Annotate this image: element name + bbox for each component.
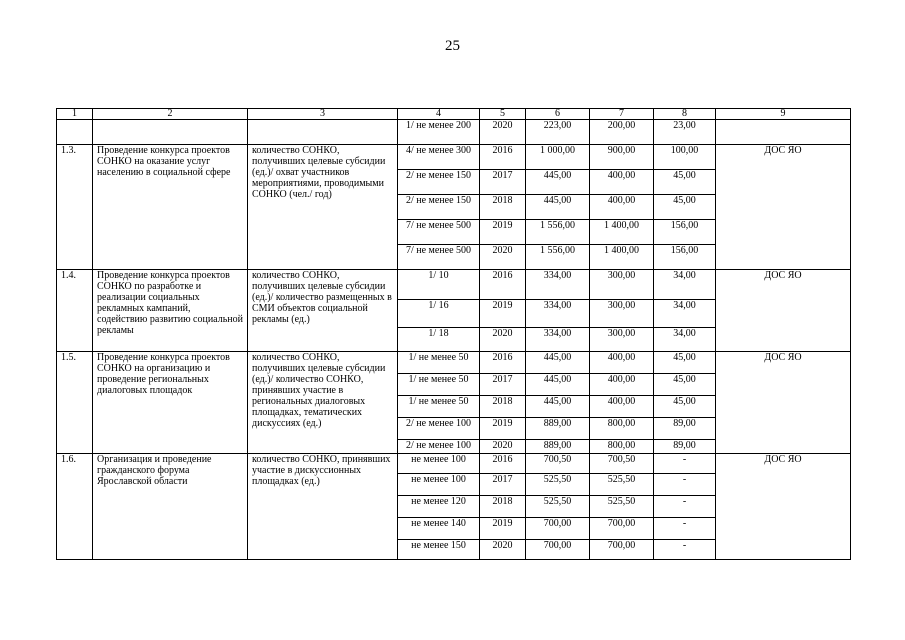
- year: 2020: [480, 120, 526, 145]
- regional-amount: 700,00: [590, 540, 654, 560]
- total-amount: 445,00: [526, 170, 590, 195]
- other-amount: 156,00: [654, 245, 716, 270]
- total-amount: 445,00: [526, 195, 590, 220]
- empty-cell: [57, 120, 93, 145]
- other-amount: 89,00: [654, 418, 716, 440]
- regional-amount: 900,00: [590, 145, 654, 170]
- total-amount: 1 556,00: [526, 220, 590, 245]
- regional-amount: 525,50: [590, 474, 654, 496]
- target-value: 2/ не менее 100: [398, 418, 480, 440]
- year: 2017: [480, 374, 526, 396]
- regional-amount: 400,00: [590, 396, 654, 418]
- other-amount: 34,00: [654, 300, 716, 328]
- target-value: не менее 140: [398, 518, 480, 540]
- other-amount: 45,00: [654, 374, 716, 396]
- target-value: 1/ 18: [398, 328, 480, 352]
- target-value: 7/ не менее 500: [398, 220, 480, 245]
- target-value: 1/ не менее 200: [398, 120, 480, 145]
- target-value: 1/ 10: [398, 270, 480, 300]
- year: 2018: [480, 396, 526, 418]
- target-value: не менее 120: [398, 496, 480, 518]
- target-value: 2/ не менее 150: [398, 170, 480, 195]
- empty-cell: [248, 120, 398, 145]
- total-amount: 700,00: [526, 540, 590, 560]
- item-number: 1.6.: [57, 454, 93, 560]
- other-amount: 100,00: [654, 145, 716, 170]
- table-row: [57, 145, 851, 170]
- target-value: 1/ не менее 50: [398, 352, 480, 374]
- target-value: 2/ не менее 100: [398, 440, 480, 454]
- col-header: 2: [93, 109, 248, 120]
- other-amount: 45,00: [654, 396, 716, 418]
- total-amount: 700,50: [526, 454, 590, 474]
- total-amount: 334,00: [526, 270, 590, 300]
- other-amount: -: [654, 474, 716, 496]
- year: 2020: [480, 440, 526, 454]
- year: 2017: [480, 474, 526, 496]
- table-row: [57, 454, 851, 474]
- regional-amount: 700,50: [590, 454, 654, 474]
- other-amount: 34,00: [654, 270, 716, 300]
- activity-name: Проведение конкурса проектов СОНКО по разработке и реализации социальных рекламных кампаний, содействию развитию социальной рекламы: [93, 270, 248, 352]
- year: 2016: [480, 454, 526, 474]
- col-header: 1: [57, 109, 93, 120]
- col-header: 7: [590, 109, 654, 120]
- total-amount: 525,50: [526, 496, 590, 518]
- total-amount: 334,00: [526, 328, 590, 352]
- total-amount: 889,00: [526, 418, 590, 440]
- page-number: 25: [445, 38, 460, 54]
- target-value: не менее 100: [398, 454, 480, 474]
- activity-name: Проведение конкурса проектов СОНКО на организацию и проведение региональных диалоговых площадок: [93, 352, 248, 454]
- regional-amount: 300,00: [590, 270, 654, 300]
- col-header: 9: [716, 109, 851, 120]
- other-amount: 23,00: [654, 120, 716, 145]
- regional-amount: 700,00: [590, 518, 654, 540]
- other-amount: 45,00: [654, 195, 716, 220]
- executor: ДОС ЯО: [716, 454, 851, 560]
- regional-amount: 400,00: [590, 374, 654, 396]
- other-amount: 34,00: [654, 328, 716, 352]
- year: 2019: [480, 518, 526, 540]
- other-amount: 45,00: [654, 352, 716, 374]
- other-amount: -: [654, 518, 716, 540]
- indicator-description: количество СОНКО, принявших участие в дискуссионных площадках (ед.): [248, 454, 398, 560]
- empty-cell: [716, 120, 851, 145]
- other-amount: -: [654, 496, 716, 518]
- target-value: 1/ не менее 50: [398, 396, 480, 418]
- total-amount: 334,00: [526, 300, 590, 328]
- item-number: 1.3.: [57, 145, 93, 270]
- year: 2019: [480, 418, 526, 440]
- year: 2016: [480, 352, 526, 374]
- col-header: 6: [526, 109, 590, 120]
- col-header: 5: [480, 109, 526, 120]
- regional-amount: 300,00: [590, 328, 654, 352]
- other-amount: 45,00: [654, 170, 716, 195]
- target-value: 7/ не менее 500: [398, 245, 480, 270]
- year: 2016: [480, 270, 526, 300]
- col-header: 8: [654, 109, 716, 120]
- year: 2018: [480, 195, 526, 220]
- regional-amount: 800,00: [590, 440, 654, 454]
- total-amount: 700,00: [526, 518, 590, 540]
- col-header: 3: [248, 109, 398, 120]
- regional-amount: 300,00: [590, 300, 654, 328]
- year: 2020: [480, 328, 526, 352]
- executor: ДОС ЯО: [716, 145, 851, 270]
- total-amount: 889,00: [526, 440, 590, 454]
- table-row: [57, 120, 851, 145]
- total-amount: 1 000,00: [526, 145, 590, 170]
- year: 2017: [480, 170, 526, 195]
- regional-amount: 400,00: [590, 195, 654, 220]
- regional-amount: 400,00: [590, 352, 654, 374]
- col-header: 4: [398, 109, 480, 120]
- year: 2020: [480, 245, 526, 270]
- program-table: [56, 108, 851, 560]
- other-amount: 89,00: [654, 440, 716, 454]
- other-amount: -: [654, 454, 716, 474]
- target-value: 2/ не менее 150: [398, 195, 480, 220]
- activity-name: Организация и проведение гражданского форума Ярославской области: [93, 454, 248, 560]
- indicator-description: количество СОНКО, получивших целевые субсидии (ед.)/ охват участников мероприятиями, проводимыми СОНКО (чел./ год): [248, 145, 398, 270]
- other-amount: 156,00: [654, 220, 716, 245]
- activity-name: Проведение конкурса проектов СОНКО на оказание услуг населению в социальной сфере: [93, 145, 248, 270]
- item-number: 1.5.: [57, 352, 93, 454]
- regional-amount: 1 400,00: [590, 220, 654, 245]
- empty-cell: [93, 120, 248, 145]
- indicator-description: количество СОНКО, получивших целевые субсидии (ед.)/ количество размещенных в СМИ объектов социальной рекламы (ед.): [248, 270, 398, 352]
- year: 2019: [480, 220, 526, 245]
- year: 2018: [480, 496, 526, 518]
- year: 2016: [480, 145, 526, 170]
- other-amount: -: [654, 540, 716, 560]
- year: 2020: [480, 540, 526, 560]
- item-number: 1.4.: [57, 270, 93, 352]
- total-amount: 445,00: [526, 352, 590, 374]
- target-value: 1/ не менее 50: [398, 374, 480, 396]
- target-value: 1/ 16: [398, 300, 480, 328]
- total-amount: 223,00: [526, 120, 590, 145]
- executor: ДОС ЯО: [716, 352, 851, 454]
- regional-amount: 525,50: [590, 496, 654, 518]
- regional-amount: 1 400,00: [590, 245, 654, 270]
- total-amount: 1 556,00: [526, 245, 590, 270]
- total-amount: 525,50: [526, 474, 590, 496]
- target-value: не менее 150: [398, 540, 480, 560]
- header-row: [57, 109, 851, 120]
- target-value: не менее 100: [398, 474, 480, 496]
- indicator-description: количество СОНКО, получивших целевые субсидии (ед.)/ количество СОНКО, принявших участие в региональных диалоговых площадках, тематических дискуссиях (ед.): [248, 352, 398, 454]
- executor: ДОС ЯО: [716, 270, 851, 352]
- table-row: [57, 270, 851, 300]
- year: 2019: [480, 300, 526, 328]
- total-amount: 445,00: [526, 396, 590, 418]
- regional-amount: 400,00: [590, 170, 654, 195]
- total-amount: 445,00: [526, 374, 590, 396]
- target-value: 4/ не менее 300: [398, 145, 480, 170]
- regional-amount: 800,00: [590, 418, 654, 440]
- regional-amount: 200,00: [590, 120, 654, 145]
- table-row: [57, 352, 851, 374]
